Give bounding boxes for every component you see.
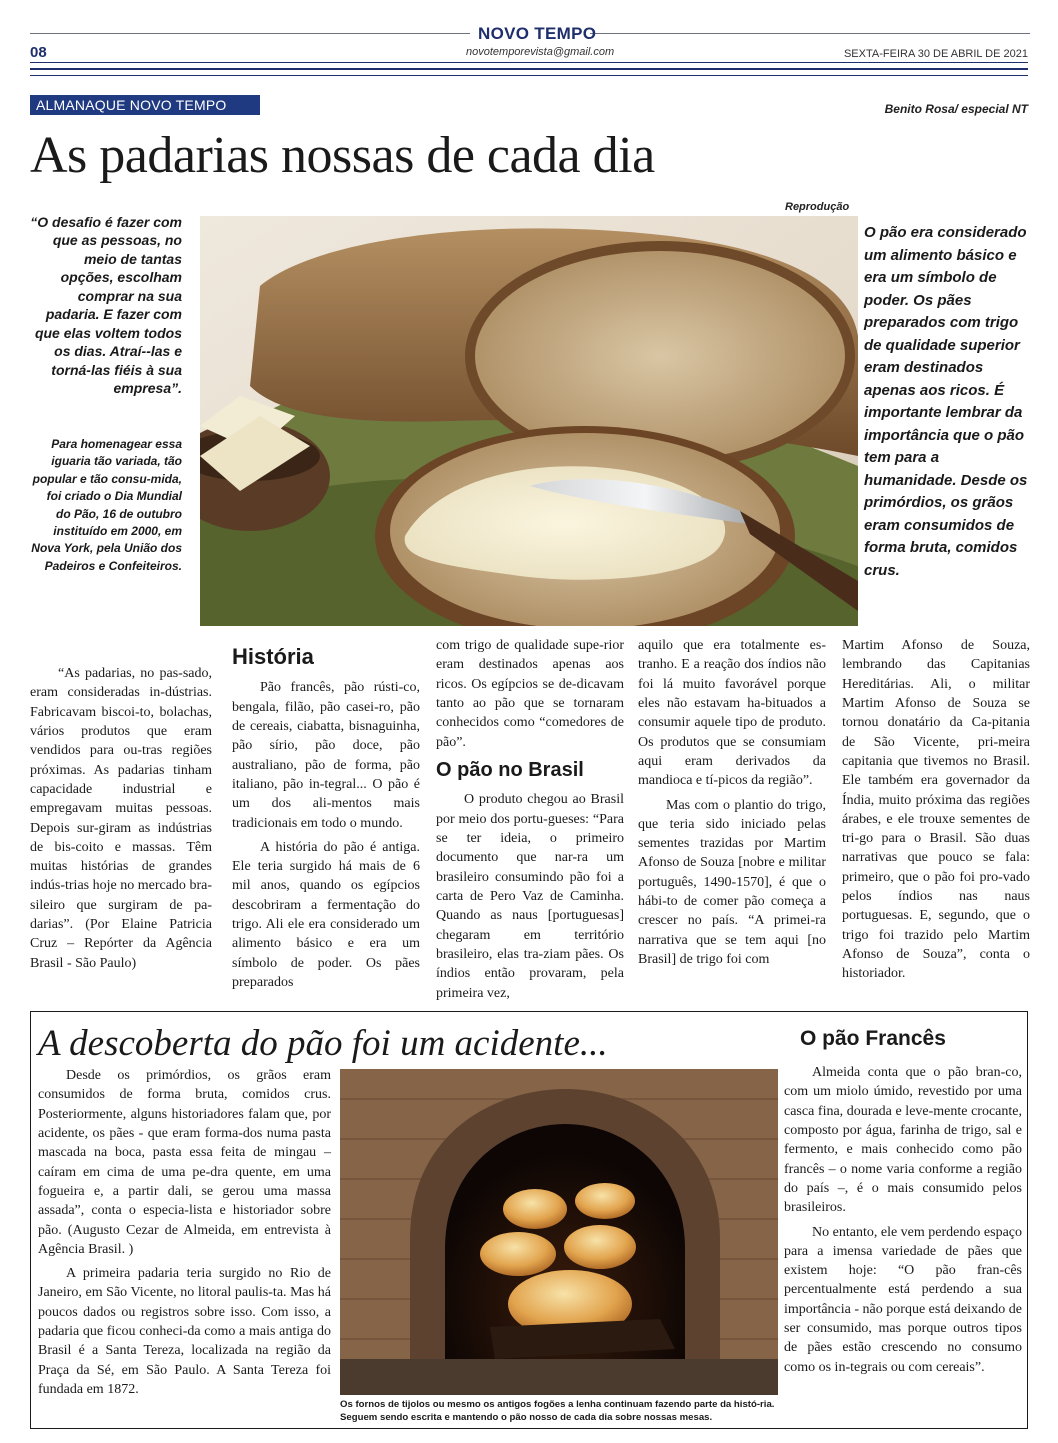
article-column-1 — [30, 664, 212, 978]
article-column-4 — [638, 636, 826, 974]
article-column-3 — [436, 636, 624, 1008]
brand-name: NOVO TEMPO — [478, 24, 597, 43]
header-rule — [30, 62, 1028, 63]
photo-credit: Reprodução — [785, 201, 850, 213]
hero-photo — [200, 216, 858, 626]
article-column-2 — [232, 640, 420, 997]
feature-column-left — [38, 1066, 331, 1404]
feature-title: A descoberta do pão foi um acidente... — [38, 1023, 608, 1064]
photo-caption: Os fornos de tijolos ou mesmo os antigos fogões a lenha continuam fazendo parte da histó-ria. Seguem sendo escrita e mantendo o pão nosso de cada dia sobre nossas mesas. — [340, 1399, 775, 1423]
byline: Benito Rosa/ especial NT — [884, 102, 1028, 116]
contact-email: novotemporevista@gmail.com — [466, 46, 615, 58]
header-rule — [30, 75, 1028, 76]
section-heading-brasil: O pão no Brasil — [436, 758, 584, 781]
sidebar-highlight: O pão era considerado um alimento básico e era um símbolo de poder. Os pães preparados com trigo de qualidade superior eram destinados apenas aos ricos. É importante lembrar da importância que o pão tem para a humanidade. Desde os primórdios, os grãos eram consumidos de forma bruta, comidos crus. — [864, 224, 1028, 579]
oven-photo — [340, 1069, 778, 1395]
section-tag: ALMANAQUE NOVO TEMPO — [30, 95, 260, 115]
paragraph: com trigo de qualidade supe-rior eram destinados apenas aos ricos. Os egípcios se de-dicavam tanto ao pão que se tornaram conhecidos como “comedores de pão”. — [436, 638, 624, 750]
paragraph: No entanto, ele vem perdendo espaço para a imensa variedade de pães que existem hoje: “O pão fran-cês percentualmente está perdendo a sua importância - não porque está deixando de ser consumido, mas porque outros tipos de pães estão crescendo no consumo como os in-tegrais ou com cereais”. — [784, 1224, 1022, 1375]
paragraph: Mas com o plantio do trigo, que teria sido iniciado pelas sementes trazidas por Martim Afonso de Souza [nobre e militar português, 1490-1570], é que o hábi-to de comer pão começa a crescer no país. “A primei-ra narrativa que se tem aqui [no Brasil] de trigo foi com — [638, 797, 826, 967]
article-column-5 — [842, 636, 1030, 989]
brick-oven-illustration — [340, 1069, 778, 1395]
section-heading-pao-frances: O pão Francês — [800, 1027, 946, 1050]
paragraph: Pão francês, pão rústi-co, bengala, filão, pão casei-ro, pão de cereais, ciabatta, bisnaguinha, pão sírio, pão doce, pão australiano, pão de forma, pão italiano, pão in-tegral... O pão é um dos ali-mentos mais tradicionais em todo o mundo. — [232, 680, 420, 831]
paragraph: aquilo que era totalmente es-tranho. E a reação dos índios não foi lá muito favorável porque eles não estavam ha-bituados a consumir aquele tipo de produto. Os produtos que se consumiam aqui eram derivados da mandioca e tí-picos da região”. — [638, 638, 826, 789]
paragraph: O produto chegou ao Brasil por meio dos portu-gueses: “Para se ter ideia, o primeiro documento que nar-ra um brasileiro consumindo pão foi a carta de Pero Vaz de Caminha. Quando as naus [portuguesas] chegaram em território brasileiro, elas tra-ziam pães. Os índios então provaram, pela primeira vez, — [436, 792, 624, 1001]
paragraph: Almeida conta que o pão bran-co, com um miolo úmido, revestido por uma casca fina, dourada e leve-mente crocante, composto por água, farinha de trigo, sal e fermento, e mais conhecido como pão francês – o nome varia conforme a região do país –, é o mais consumido pelos brasileiros. — [784, 1065, 1022, 1216]
paragraph: A história do pão é antiga. Ele teria surgido há mais de 6 mil anos, quando os egípcios descobriram a fermentação do trigo. Ali ele era considerado um alimento básico e era um símbolo de poder. Os pães preparados — [232, 839, 420, 991]
section-heading-historia: História — [232, 644, 314, 669]
pull-note: Para homenagear essa iguaria tão variada, tão popular e tão consu-mida, foi criado o Dia Mundial do Pão, 16 de outubro instituído em 2000, em Nova York, pela União dos Padeiros e Confeiteiros. — [31, 437, 182, 573]
paragraph: “As padarias, no pas-sado, eram consideradas in-dústrias. Fabricavam biscoi-to, bolachas, vários produtos que eram vendidos para ou-tras regiões próximas. As padarias tinham capacidade industrial e empregavam muitas pessoas. Depois sur-giram as indústrias de bis-coito e massas. Têm muitas histórias de grandes indús-trias hoje no mercado bra-sileiro que surgiram de pa-darias”. (Por Elaine Patricia Cruz – Repórter da Agência Brasil - São Paulo) — [30, 666, 212, 971]
page-title: As padarias nossas de cada dia — [30, 127, 655, 184]
feature-column-right — [784, 1063, 1022, 1382]
header-rule — [30, 68, 1028, 70]
page-number: 08 — [30, 44, 47, 61]
paragraph: Desde os primórdios, os grãos eram consumidos de forma bruta, comidos crus. Posteriormente, alguns historiadores falam que, por acidente, os pães - que eram forma-dos numa pasta mascada na boca, pasta essa feita de mingau – caíram em cima de uma pe-dra quente, em uma fogueira e, a partir dali, se gerou uma massa assada”, conta o especia-lista e historiador sobre pão. (Augusto Cezar de Almeida, em entrevista à Agência Brasil. ) — [38, 1068, 331, 1257]
bread-loaf-illustration — [200, 216, 858, 626]
header-divider — [30, 33, 470, 34]
pull-quote: “O desafio é fazer com que as pessoas, no meio de tantas opções, escolham comprar na sua padaria. E fazer com que elas voltem todos os dias. Atraí--las e torná-las fiéis à sua empresa”. — [30, 214, 182, 397]
header-divider — [590, 33, 1030, 34]
issue-date: SEXTA-FEIRA 30 DE ABRIL DE 2021 — [843, 48, 1028, 60]
paragraph: Martim Afonso de Souza, lembrando das Capitanias Hereditárias. Ali, o militar Martim Afonso de Souza se tornou donatário da Ca-pitania de São Vicente, pri-meira capitania que tivemos no Brasil. Ele também era governador da Índia, muito próxima das regiões árabes, e ele trouxe sementes de tri-go para o Brasil. São duas narrativas que pouco se fala: primeiro, que o pão foi pro-vado pelos índios nas naus portuguesas. E, segundo, que o trigo foi trazido pelo Martim Afonso de Souza”, conta o historiador. — [842, 638, 1030, 982]
paragraph: A primeira padaria teria surgido no Rio de Janeiro, em São Vicente, no litoral paulis-ta. Mas há poucos dados ou registros sobre isso. Com isso, a padaria que ficou conheci-da como a mais antiga do Brasil é a Santa Tereza, localizada na região da Praça da Sé, em São Paulo. A Santa Tereza foi fundada em 1872. — [38, 1266, 331, 1397]
